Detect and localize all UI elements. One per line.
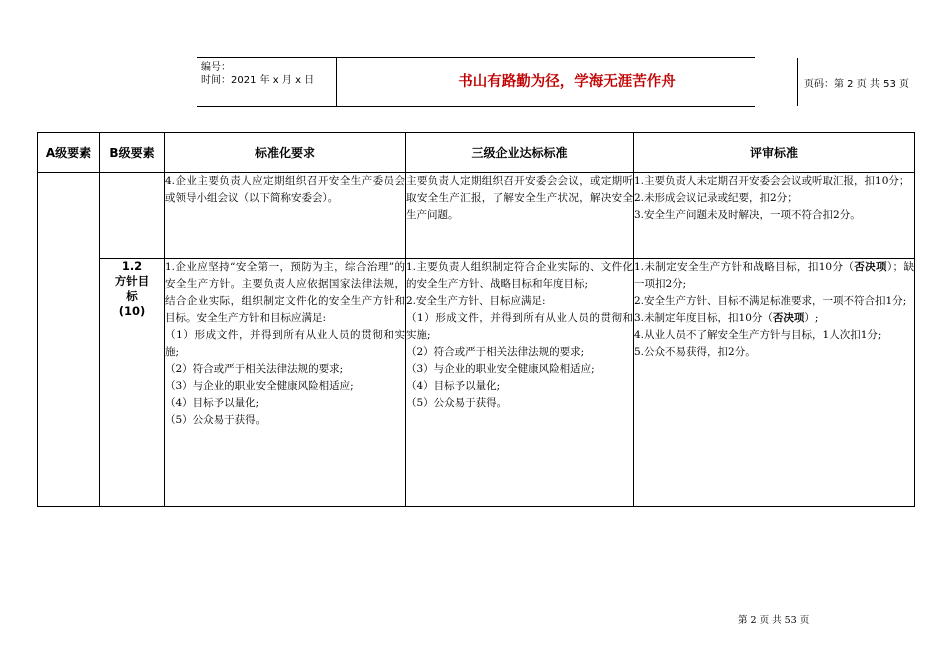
b-code: 1.2: [121, 259, 143, 273]
req-text: 4.企业主要负责人应定期组织召开安全生产委员会或领导小组会议（以下简称安委会）。: [165, 175, 405, 204]
standard-cell: [406, 259, 634, 507]
col-b-level: B级要素: [100, 133, 165, 173]
review-text: 3.未制定年度目标，扣10分（: [634, 312, 773, 324]
review-item: [634, 259, 914, 293]
std-text: （4）目标予以量化;: [406, 380, 501, 392]
review-item: 1.主要负责人未定期召开安委会会议或听取汇报，扣10分；: [634, 175, 910, 187]
review-item: 5.公众不易获得，扣2分。: [634, 346, 756, 358]
review-cell: [634, 173, 915, 259]
col-review-criteria: 评审标准: [634, 133, 915, 173]
review-text: ）；缺一项扣2分;: [634, 261, 914, 290]
std-text: （5）公众易于获得。: [406, 397, 508, 409]
review-text: 1.未制定安全生产方针和战略目标，扣10分（: [634, 261, 855, 273]
requirement-cell: [165, 173, 406, 259]
page-footer: 第 2 页 共 53 页: [738, 615, 810, 626]
number-label: 编号：: [201, 62, 231, 73]
std-text: （2）符合或严于相关法律法规的要求;: [406, 346, 585, 358]
a-level-cell: [38, 173, 100, 507]
table-row: [38, 259, 915, 507]
review-item: 4.从业人员不了解安全生产方针与目标，1人次扣1分;: [634, 329, 882, 341]
requirement-cell: [165, 259, 406, 507]
req-text: （3）与企业的职业安全健康风险相适应;: [165, 380, 354, 392]
b-level-cell: [100, 173, 165, 259]
col-a-level: A级要素: [38, 133, 100, 173]
veto-label: 否决项: [772, 312, 805, 324]
col-requirement: 标准化要求: [165, 133, 406, 173]
table-header-row: [38, 133, 915, 173]
review-text: ）;: [804, 312, 819, 324]
table-row: [38, 173, 915, 259]
std-text: （3）与企业的职业安全健康风险相适应;: [406, 363, 595, 375]
motto-text: 书山有路勤为径，学海无涯苦作舟: [458, 73, 676, 90]
standards-table: [37, 132, 915, 507]
b-score: (10): [118, 304, 146, 318]
std-text: 1.主要负责人组织制定符合企业实际的、文件化的安全生产方针、战略目标和年度目标;: [406, 261, 633, 290]
review-cell: [634, 259, 915, 507]
veto-label: 否决项: [854, 261, 887, 273]
review-item: 3.安全生产问题未及时解决，一项不符合扣2分。: [634, 209, 861, 221]
b-level-cell: [100, 259, 165, 507]
b-title: 标: [126, 289, 138, 303]
std-text: 主要负责人定期组织召开安委会会议，或定期听取安全生产汇报，了解安全生产状况，解决安全生产问题。: [406, 175, 633, 221]
req-text: 1.企业应坚持“安全第一，预防为主，综合治理”的安全生产方针。主要负责人应依据国家法律法规，结合企业实际，组织制定文件化的安全生产方针和目标。安全生产方针和目标应满足:: [165, 261, 405, 324]
col-level3-standard: 三级企业达标标准: [406, 133, 634, 173]
page-label: 页码：第 2 页 共 53 页: [804, 79, 909, 90]
req-text: （4）目标予以量化;: [165, 397, 260, 409]
req-text: （2）符合或严于相关法律法规的要求;: [165, 363, 344, 375]
standard-cell: [406, 173, 634, 259]
req-text: （5）公众易于获得。: [165, 414, 267, 426]
b-title: 方针目: [114, 274, 150, 288]
req-text: （1）形成文件，并得到所有从业人员的贯彻和实施;: [165, 329, 405, 358]
time-label: 时间：2021 年 x 月 x 日: [201, 75, 315, 86]
review-item: 2.未形成会议记录或纪要，扣2分；: [634, 192, 798, 204]
page-info-cell: [798, 58, 950, 106]
review-item: 2.安全生产方针、目标不满足标准要求，一项不符合扣1分;: [634, 295, 907, 307]
std-text: 2.安全生产方针、目标应满足:: [406, 295, 546, 307]
std-text: （1）形成文件，并得到所有从业人员的贯彻和实施;: [406, 312, 633, 341]
motto-cell: [336, 58, 798, 106]
review-item: [634, 310, 914, 327]
page-header: [197, 57, 909, 107]
